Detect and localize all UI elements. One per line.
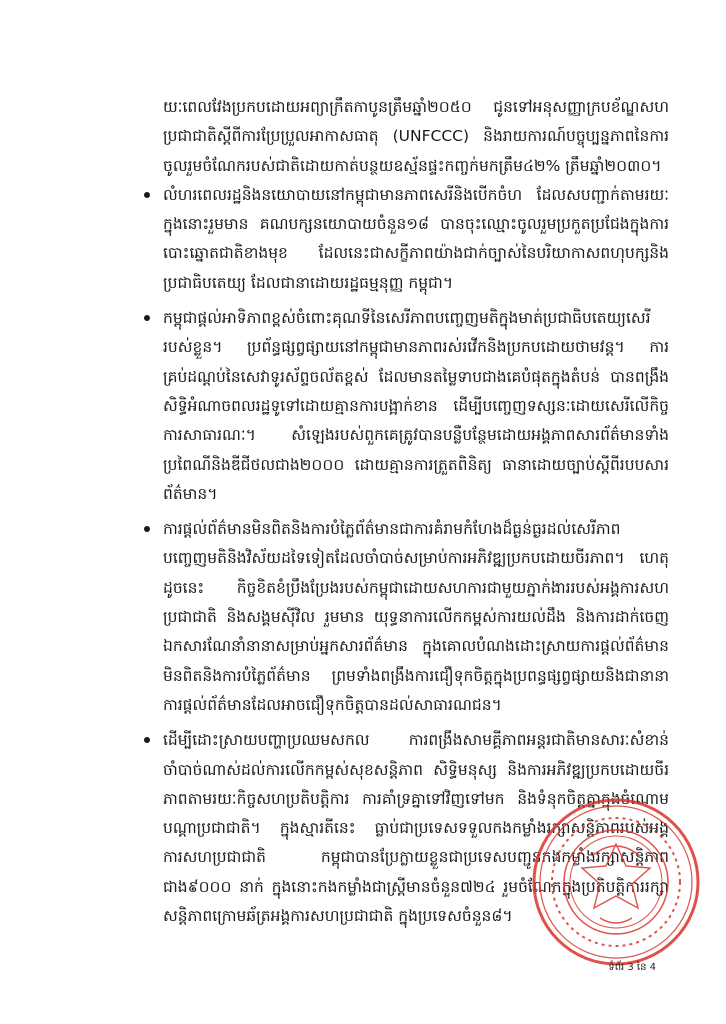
bullet-item	[163, 515, 669, 720]
bullet-text: ដើម្បីដោះស្រាយបញ្ហាប្រឈមសកល ការពង្រឹងសាមគ្គីភាពអន្តរជាតិមានសារៈសំខាន់ចាំបាច់ណាស់ដល់ការលើកកម្ពស់សុខសន្តិភាព សិទ្ធិមនុស្ស និងការអភិវឌ្ឍប្រកបដោយចីរភាពតាមរយៈកិច្ចសហប្រតិបត្តិការ ការគាំទ្រគ្នាទៅវិញទៅមក និងទំនុកចិត្តគ្នាក្នុងចំណោមបណ្តាប្រជាជាតិ។ ក្នុងស្មារតីនេះ ធ្លាប់ជាប្រទេសទទួលកងកម្លាំងរក្សាសន្តិភាពរបស់អង្គការសហប្រជាជាតិ កម្ពុជាបានប្រែក្លាយខ្លួនជាប្រទេសបញ្ជូនកងកម្លាំងរក្សាសន្តិភាពជាង៩០០០ នាក់ ក្នុងនោះកងកម្លាំងជាស្ត្រីមានចំនួន៧២៤ រួមចំណែកក្នុងប្រតិបត្តិការរក្សាសន្តិភាពក្រោមឆ័ត្រអង្គការសហប្រជាជាតិ ក្នុងប្រទេសចំនួន៨។	[163, 731, 669, 926]
bullet-dot-icon	[144, 315, 150, 321]
bullet-dot-icon	[144, 737, 150, 743]
intro-paragraph: យៈពេលវែងប្រកបដោយអព្យាក្រឹតកាបូនត្រឹមឆ្នាំ២០៥០ ជូនទៅអនុសញ្ញាក្របខ័ណ្ឌសហប្រជាជាតិស្តីពីការប្រែប្រួលអាកាសធាតុ (UNFCCC) និងរាយការណ៍បច្ចុប្បន្នភាពនៃការចូលរួមចំណែករបស់ជាតិដោយកាត់បន្ថយឧស្ម័នផ្ទះកញ្ចក់មកត្រឹម៤២% ត្រឹមឆ្នាំ២០៣០។	[163, 98, 669, 175]
bullet-dot-icon	[144, 526, 150, 532]
bullet-dot-icon	[144, 192, 150, 198]
bullet-item	[163, 181, 669, 298]
official-seal-stamp	[530, 796, 702, 968]
bullet-item	[163, 304, 669, 509]
bullet-text: ការផ្តល់ព័ត៌មានមិនពិតនិងការបំភ្លៃព័ត៌មានជាការគំរាមកំហែងដ៏ធ្ងន់ធ្ងរដល់សេរីភាពបញ្ចេញមតិនិងវិស័យដទៃទៀតដែលចាំបាច់សម្រាប់ការអភិវឌ្ឍប្រកបដោយចីរភាព។ ហេតុដូចនេះ កិច្ចខិតខំប្រឹងប្រែងរបស់កម្ពុជាដោយសហការជាមួយភ្នាក់ងាររបស់អង្គការសហប្រជាជាតិ និងសង្គមស៊ីវិល រួមមាន យុទ្ធនាការលើកកម្ពស់ការយល់ដឹង និងការដាក់ចេញឯកសារណែនាំនានាសម្រាប់អ្នកសារព័ត៌មាន ក្នុងគោលបំណងដោះស្រាយការផ្តល់ព័ត៌មានមិនពិតនិងការបំភ្លៃព័ត៌មាន ព្រមទាំងពង្រឹងការជឿទុកចិត្តក្នុងប្រពន្ធផ្សព្វផ្សាយនិងជានានាការផ្តល់ព័ត៌មានដែលអាចជឿទុកចិត្តបានដល់សាធារណជន។	[163, 520, 669, 714]
page-number: ទំព័រ 3 នៃ 4	[608, 962, 656, 973]
bullet-text: កម្ពុជាផ្តល់អាទិភាពខ្ពស់ចំពោះគុណទីនៃសេរីភាពបញ្ចេញមតិក្នុងមាត់ប្រជាធិបតេយ្យសេរីរបស់ខ្លួន។ ប្រព័ន្ធផ្សព្វផ្សាយនៅកម្ពុជាមានភាពរស់រវើកនិងប្រកបដោយថាមវន្ត។ ការគ្រប់ដណ្តប់នៃសេវាទូរស័ព្ទចល័តខ្ពស់ ដែលមានតម្លៃទាបជាងគេបំផុតក្នុងតំបន់ បានពង្រឹងសិទ្ធិអំណាចពលរដ្ឋទូទៅដោយគ្មានការបង្អាក់ខាន ដើម្បីបញ្ចេញទស្សនៈដោយសេរីលើកិច្ចការសាធារណៈ។ សំឡេងរបស់ពួកគេត្រូវបានបន្លឺបន្ថែមដោយអង្គភាពសារព័ត៌មានទាំងប្រពៃណីនិងឌីជីថលជាង២០០០ ដោយគ្មានការត្រួតពិនិត្យ ធានាដោយច្បាប់ស្តីពីរបបសារព័ត៌មាន។	[163, 309, 669, 503]
bullet-text: លំហរពេលរដ្ឋនិងនយោបាយនៅកម្ពុជាមានភាពសេរីនិងបើកចំហ ដែលសបញ្ជាក់តាមរយៈ ក្នុងនោះរួមមាន គណបក្សនយោបាយចំនួន១៨ បានចុះឈ្មោះចូលរួមប្រកួតប្រជែងក្នុងការបោះឆ្នោតជាតិខាងមុខ ដែលនេះជាសក្ខីភាពយ៉ាងជាក់ច្បាស់នៃបរិយាកាសពហុបក្សនិងប្រជាធិបតេយ្យ ដែលជានាដោយរដ្ឋធម្មនុញ្ញ កម្ពុជា។	[163, 185, 669, 292]
